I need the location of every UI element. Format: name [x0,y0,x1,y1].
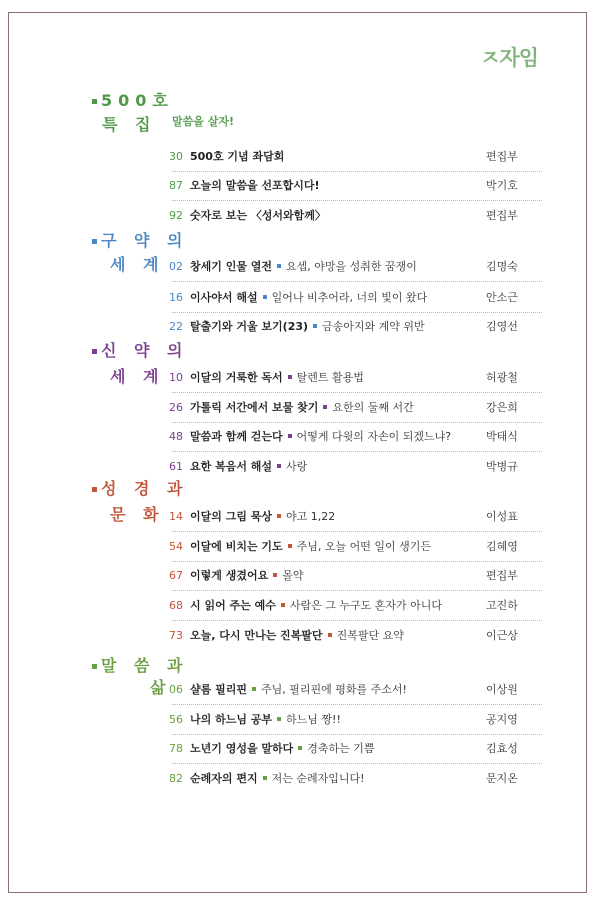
entry-description: 야고 1,22 [286,510,336,523]
section-title-ot [92,230,189,252]
section-title-nt [92,340,189,362]
separator-square-icon [252,687,256,691]
section-title-life [92,655,189,677]
toc-entry[interactable] [0,681,600,699]
entry-title-group [190,318,425,336]
entry-author: 문지온 [486,772,518,785]
page-number: 30 [169,150,183,163]
entry-description: 탈렌트 활용법 [296,371,364,384]
section-subtitle: 말씀을 살자! [172,115,234,128]
toc-entry[interactable] [0,369,600,387]
toc-entry[interactable] [0,627,600,645]
section-bullet-icon [92,349,97,354]
section-bullet-icon [92,239,97,244]
separator-square-icon [328,633,332,637]
page-number: 54 [169,540,183,553]
toc-entry[interactable] [0,148,600,166]
entry-title: 나의 하느님 공부 [190,713,273,726]
entry-title: 이달의 그림 묵상 [190,510,273,523]
dotted-divider [172,620,542,621]
entry-title: 이렇게 생겼어요 [190,569,269,582]
page-number: 48 [169,430,183,443]
entry-title-group [190,399,414,417]
toc-entry[interactable] [0,711,600,729]
entry-author: 박태식 [486,430,518,443]
magazine-logo: ㅈ자임 [480,46,538,70]
separator-square-icon [263,776,267,780]
entry-description: 금송아지와 계약 위반 [322,320,425,333]
page-number: 73 [169,629,183,642]
section-title-line2: 삶 [150,678,172,697]
page-number: 16 [169,291,183,304]
separator-square-icon [288,434,292,438]
entry-title-group [190,508,335,526]
separator-square-icon [263,295,267,299]
page-number: 87 [169,179,183,192]
entry-author: 편집부 [486,569,518,582]
section-title-special [92,90,174,112]
section-title-line2: 세 계 [110,367,165,386]
page-number: 22 [169,320,183,333]
entry-title-group [190,177,320,195]
entry-title-group [190,369,364,387]
entry-title: 창세기 인물 열전 [190,260,273,273]
entry-author: 강은희 [486,401,518,414]
separator-square-icon [273,573,277,577]
toc-entry[interactable] [0,508,600,526]
page-frame [8,12,587,893]
entry-title: 시 읽어 주는 예수 [190,599,276,612]
entry-title: 이달에 비치는 기도 [190,540,283,553]
entry-author: 이근상 [486,629,518,642]
dotted-divider [172,734,542,735]
separator-square-icon [277,464,281,468]
page-number: 06 [169,683,183,696]
entry-author: 박병규 [486,460,518,473]
section-title-line1: 신 약 의 [101,341,189,360]
entry-author: 편집부 [486,209,518,222]
page-number: 82 [169,772,183,785]
dotted-divider [172,561,542,562]
entry-title-group [190,711,341,729]
section-title-line1: 구 약 의 [101,231,189,250]
entry-author: 허광철 [486,371,518,384]
entry-author: 이성표 [486,510,518,523]
entry-description: 주님, 필리핀에 평화를 주소서! [260,683,407,696]
separator-square-icon [323,405,327,409]
toc-entry[interactable] [0,258,600,276]
dotted-divider [172,200,542,201]
entry-title: 숫자로 보는 〈성서와함께〉 [190,209,326,222]
entry-title-group [190,597,442,615]
entry-title-group [190,740,375,758]
section-bullet-icon [92,487,97,492]
toc-entry[interactable] [0,740,600,758]
entry-title-group [190,207,326,225]
toc-entry[interactable] [0,770,600,788]
toc-entry[interactable] [0,597,600,615]
entry-title: 오늘의 말씀을 선포합시다! [190,179,320,192]
separator-square-icon [298,746,302,750]
entry-author: 김명숙 [486,260,518,273]
separator-square-icon [277,717,281,721]
dotted-divider [172,531,542,532]
page-number: 61 [169,460,183,473]
entry-author: 편집부 [486,150,518,163]
page-number: 14 [169,510,183,523]
section-title-line1: 말 씀 과 [101,656,189,675]
toc-entry[interactable] [0,207,600,225]
entry-title-group [190,627,404,645]
entry-author: 공지영 [486,713,518,726]
entry-title-group [190,770,365,788]
entry-description: 요셉, 야망을 성취한 꿈쟁이 [286,260,417,273]
page-number: 68 [169,599,183,612]
entry-title: 요한 복음서 해설 [190,460,273,473]
entry-description: 경축하는 기쁨 [307,742,375,755]
separator-square-icon [313,324,317,328]
entry-description: 저는 순례자입니다! [271,772,365,785]
dotted-divider [172,171,542,172]
entry-title: 오늘, 다시 만나는 진복팔단 [190,629,323,642]
dotted-divider [172,704,542,705]
toc-entry[interactable] [0,289,600,307]
dotted-divider [172,422,542,423]
entry-description: 하느님 짱!! [286,713,341,726]
entry-title-group [190,681,407,699]
dotted-divider [172,590,542,591]
entry-description: 사랑 [286,460,308,473]
dotted-divider [172,451,542,452]
entry-description: 어떻게 다윗의 자손이 되겠느냐? [296,430,452,443]
entry-author: 김혜영 [486,540,518,553]
separator-square-icon [281,603,285,607]
entry-title: 500호 기념 좌담회 [190,150,285,163]
page-number: 10 [169,371,183,384]
page-number: 02 [169,260,183,273]
entry-title-group [190,458,307,476]
page-number: 92 [169,209,183,222]
entry-author: 안소근 [486,291,518,304]
toc-entry[interactable] [0,458,600,476]
page-number: 26 [169,401,183,414]
page-number: 56 [169,713,183,726]
entry-title: 노년기 영성을 말하다 [190,742,294,755]
dotted-divider [172,281,542,282]
separator-square-icon [288,375,292,379]
entry-author: 고진하 [486,599,518,612]
entry-title: 순례자의 편지 [190,772,258,785]
entry-title: 이사야서 해설 [190,291,258,304]
separator-square-icon [288,544,292,548]
section-title-line2: 세 계 [110,255,165,274]
dotted-divider [172,763,542,764]
entry-author: 김효성 [486,742,518,755]
entry-author: 박기호 [486,179,518,192]
entry-title-group [190,289,427,307]
entry-description: 진복팔단 요약 [336,629,404,642]
toc-entry[interactable] [0,428,600,446]
page-number: 78 [169,742,183,755]
toc-entry[interactable] [0,177,600,195]
dotted-divider [172,312,542,313]
dotted-divider [172,392,542,393]
section-title-line2: 특 집 [102,115,157,134]
entry-description: 사람은 그 누구도 혼자가 아니다 [289,599,442,612]
toc-entry[interactable] [0,567,600,585]
entry-title: 말씀과 함께 걷는다 [190,430,283,443]
entry-author: 이상원 [486,683,518,696]
entry-title-group [190,428,451,446]
entry-title-group [190,567,303,585]
entry-title-group [190,148,284,166]
entry-description: 몰약 [282,569,304,582]
entry-description: 일어나 비추어라, 너의 빛이 왔다 [271,291,428,304]
toc-entry[interactable] [0,538,600,556]
section-bullet-icon [92,664,97,669]
entry-title: 샬롬 필리핀 [190,683,247,696]
entry-title-group [190,258,417,276]
entry-description: 요한의 둘째 서간 [332,401,414,414]
separator-square-icon [277,514,281,518]
entry-title: 탈출기와 거울 보기(23) [190,320,309,333]
entry-author: 김영선 [486,320,518,333]
toc-entry[interactable] [0,318,600,336]
toc-entry[interactable] [0,399,600,417]
section-title-line1: 성 경 과 [101,479,189,498]
section-title-line1: 500호 [101,91,174,110]
section-title-culture [92,478,189,500]
entry-title: 가톨릭 서간에서 보물 찾기 [190,401,319,414]
entry-title: 이달의 거룩한 독서 [190,371,283,384]
separator-square-icon [277,264,281,268]
page-number: 67 [169,569,183,582]
section-bullet-icon [92,99,97,104]
entry-title-group [190,538,431,556]
section-title-line2: 문 화 [110,505,165,524]
entry-description: 주님, 오늘 어떤 일이 생기든 [296,540,432,553]
